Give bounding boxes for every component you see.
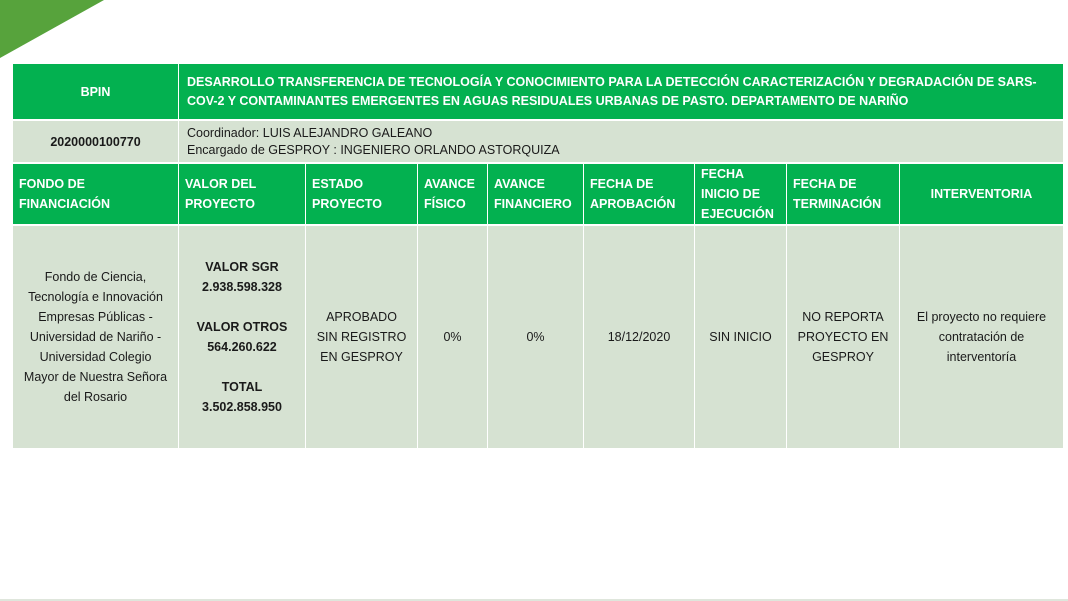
- gesproy-text: Encargado de GESPROY : INGENIERO ORLANDO ASTORQUIZA: [187, 142, 560, 157]
- cell-fondo: Fondo de Ciencia, Tecnología e Innovación Empresas Públicas - Universidad de Nariño - Universidad Colegio Mayor de Nuestra Señora del Rosario: [13, 226, 178, 448]
- header-fondo-line1: FONDO DE: [19, 177, 85, 191]
- header-fecha-inicio: [695, 164, 786, 224]
- project-table: [13, 64, 1055, 445]
- header-terminacion-line1: FECHA DE: [793, 177, 857, 191]
- corner-decoration: [0, 0, 104, 58]
- header-terminacion-line2: TERMINACIÓN: [793, 197, 882, 211]
- header-financiero-line1: AVANCE: [494, 177, 545, 191]
- cell-interventoria: El proyecto no requiere contratación de interventoría: [900, 226, 1063, 448]
- header-avance-financiero: [488, 164, 583, 224]
- header-financiero-line2: FINANCIERO: [494, 197, 572, 211]
- header-valor-line2: PROYECTO: [185, 197, 255, 211]
- cell-estado: APROBADO SIN REGISTRO EN GESPROY: [306, 226, 417, 448]
- header-fecha-aprobacion: [584, 164, 694, 224]
- header-valor-line1: VALOR DEL: [185, 177, 257, 191]
- total-value: 3.502.858.950: [202, 400, 282, 414]
- project-title: DESARROLLO TRANSFERENCIA DE TECNOLOGÍA Y CONOCIMIENTO PARA LA DETECCIÓN CARACTERIZACIÓN Y DEGRADACIÓN DE SARS-COV-2 Y CONTAMINANTES EMERGENTES EN AGUAS RESIDUALES URBANAS DE PASTO. DEPARTAMENTO DE NARIÑO: [179, 64, 1063, 119]
- header-aprobacion-line1: FECHA DE: [590, 177, 654, 191]
- header-inicio-line1: FECHA: [701, 167, 745, 181]
- header-inicio-line3: EJECUCIÓN: [701, 207, 774, 221]
- cell-fecha-aprobacion: 18/12/2020: [584, 226, 694, 448]
- header-avance-fisico: [418, 164, 487, 224]
- bpin-header: BPIN: [13, 64, 178, 119]
- header-aprobacion-line2: APROBACIÓN: [590, 197, 676, 211]
- bpin-number: 2020000100770: [13, 121, 178, 162]
- header-inicio-line2: INICIO DE: [701, 187, 761, 201]
- project-people: [179, 121, 1063, 162]
- valor-otros-label: VALOR OTROS: [196, 320, 288, 334]
- cell-avance-financiero: 0%: [488, 226, 583, 448]
- total-label: TOTAL: [221, 380, 263, 394]
- cell-avance-fisico: 0%: [418, 226, 487, 448]
- cell-fecha-inicio: SIN INICIO: [695, 226, 786, 448]
- coordinator-text: Coordinador: LUIS ALEJANDRO GALEANO: [187, 125, 433, 140]
- header-fisico-line2: FÍSICO: [424, 197, 466, 211]
- header-interventoria: INTERVENTORIA: [900, 164, 1063, 224]
- valor-sgr-label: VALOR SGR: [205, 260, 279, 274]
- header-estado-line2: PROYECTO: [312, 197, 382, 211]
- header-fisico-line1: AVANCE: [424, 177, 475, 191]
- header-estado: [306, 164, 417, 224]
- header-estado-line1: ESTADO: [312, 177, 364, 191]
- valor-sgr: 2.938.598.328: [202, 280, 282, 294]
- header-valor: [179, 164, 305, 224]
- header-fondo: [13, 164, 178, 224]
- cell-valor: [179, 226, 305, 448]
- valor-otros: 564.260.622: [207, 340, 277, 354]
- header-fondo-line2: FINANCIACIÓN: [19, 197, 110, 211]
- cell-fecha-terminacion: NO REPORTA PROYECTO EN GESPROY: [787, 226, 899, 448]
- header-fecha-terminacion: [787, 164, 899, 224]
